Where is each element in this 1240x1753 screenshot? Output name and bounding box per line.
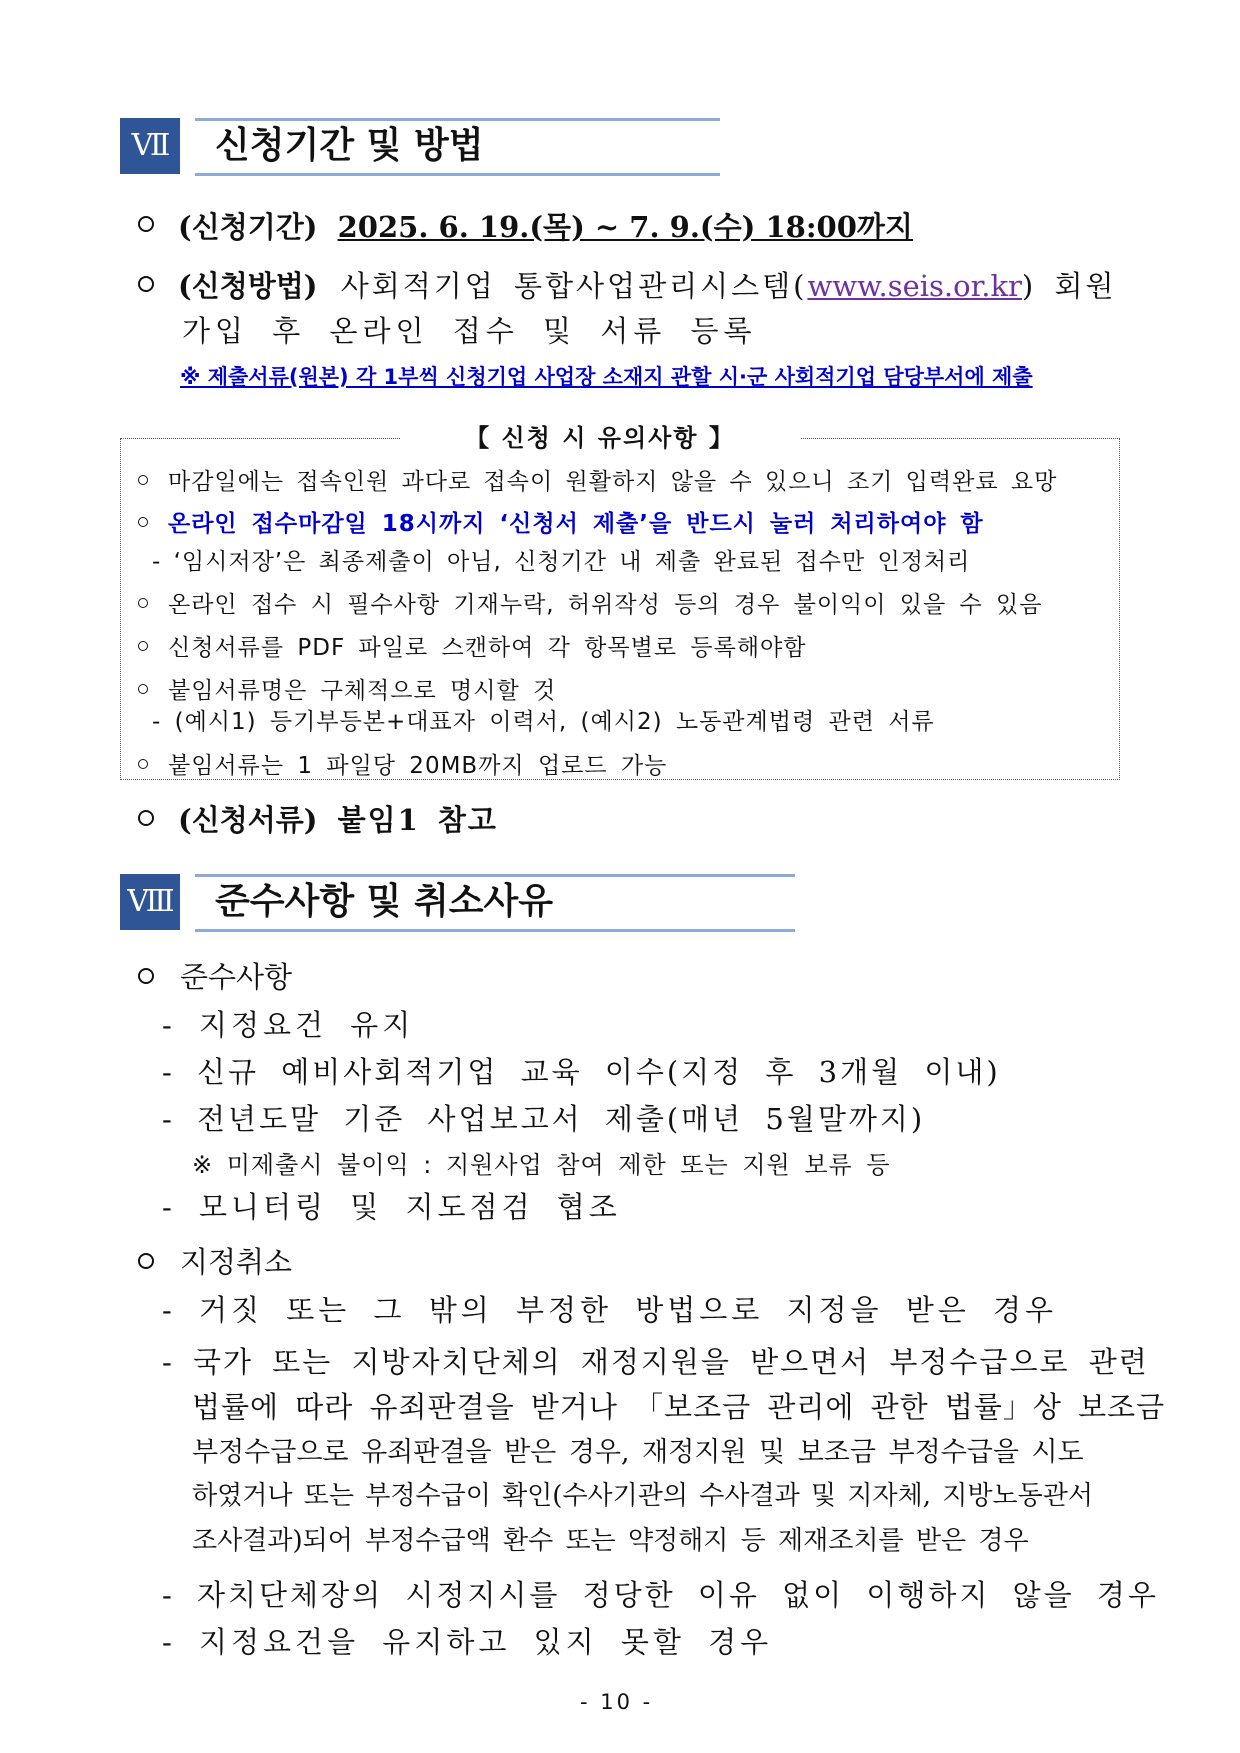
bullet-small-circle-icon	[138, 517, 148, 527]
bullet-circle-icon	[138, 810, 154, 826]
cancel-item: - 자치단체장의 시정지시를 정당한 이유 없이 이행하지 않을 경우	[162, 1578, 1159, 1612]
method-text-2: ) 회원	[1021, 269, 1117, 303]
bullet-small-circle-icon	[138, 598, 148, 608]
method-text-1: 사회적기업 통합사업관리시스템(	[340, 269, 808, 303]
section-8-number: Ⅷ	[120, 874, 180, 930]
bullet-small-circle-icon	[138, 641, 148, 651]
docs-line	[178, 798, 498, 839]
notice-item: 신청서류를 PDF 파일로 스캔하여 각 항목별로 등록해야함	[168, 635, 807, 661]
bullet-circle-icon	[138, 968, 154, 984]
compliance-item: - 전년도말 기준 사업보고서 제출(매년 5월말까지)	[162, 1102, 926, 1136]
cancel-item-text: 하였거나 또는 부정수급이 확인(수사기관의 수사결과 및 지자체, 지방노동관서	[192, 1481, 1093, 1511]
notice-subitem: - ‘임시저장’은 최종제출이 아님, 신청기간 내 제출 완료된 접수만 인정처리	[152, 549, 971, 575]
docs-value: 붙임1 참고	[337, 803, 498, 837]
notice-subitem: - (예시1) 등기부등본+대표자 이력서, (예시2) 노동관계법령 관련 서류	[152, 709, 935, 735]
seis-link[interactable]: www.seis.or.kr	[807, 269, 1022, 303]
docs-label: (신청서류)	[178, 803, 318, 837]
section-7-number: Ⅶ	[120, 118, 180, 174]
bullet-small-circle-icon	[138, 759, 148, 769]
section-7-title: 신청기간 및 방법	[195, 118, 720, 176]
bullet-circle-icon	[138, 276, 154, 292]
page-number: - 10 -	[580, 1690, 654, 1714]
notice-item: 마감일에는 접속인원 과다로 접속이 원활하지 않을 수 있으니 조기 입력완료 요망	[168, 469, 1058, 495]
notice-item: 붙임서류는 1 파일당 20MB까지 업로드 가능	[168, 753, 668, 779]
compliance-note: ※ 미제출시 불이익 : 지원사업 참여 제한 또는 지원 보류 등	[192, 1151, 891, 1179]
section-8-title: 준수사항 및 취소사유	[195, 874, 795, 932]
period-label: (신청기간)	[178, 210, 318, 244]
method-line-1	[178, 264, 1116, 305]
cancel-item-cont: 법률에 따라 유죄판결을 받거나 「보조금 관리에 관한 법률」상 보조금	[192, 1390, 1166, 1424]
period-line	[178, 205, 913, 246]
cancel-item-cont: 부정수급으로 유죄판결을 받은 경우, 재정지원 및 보조금 부정수급을 시도	[192, 1437, 1084, 1468]
cancel-item: - 거짓 또는 그 밖의 부정한 방법으로 지정을 받은 경우	[162, 1293, 1058, 1327]
method-line-2: 가입 후 온라인 접수 및 서류 등록	[182, 314, 757, 348]
bullet-small-circle-icon	[138, 684, 148, 694]
cancel-item-cont	[192, 1475, 1093, 1512]
compliance-label: 준수사항	[180, 960, 293, 994]
compliance-item: - 모니터링 및 지도점검 협조	[162, 1190, 621, 1224]
notice-item: 붙임서류명은 구체적으로 명시할 것	[168, 678, 557, 704]
compliance-item: - 지정요건 유지	[162, 1008, 415, 1042]
bullet-small-circle-icon	[138, 475, 148, 485]
notice-item-highlight: 온라인 접수마감일 18시까지 ‘신청서 제출’을 반드시 눌러 처리하여야 함	[168, 511, 984, 537]
submit-note: ※ 제출서류(원본) 각 1부씩 신청기업 사업장 소재지 관할 시·군 사회적기업 담당부서에 제출	[180, 365, 1033, 389]
cancel-item: - 지정요건을 유지하고 있지 못할 경우	[162, 1625, 773, 1659]
cancel-item: - 국가 또는 지방자치단체의 재정지원을 받으면서 부정수급으로 관련	[162, 1345, 1149, 1379]
cancel-item-cont: 조사결과)되어 부정수급액 환수 또는 약정해지 등 제재조치를 받은 경우	[192, 1526, 1029, 1556]
bullet-circle-icon	[138, 1253, 154, 1269]
notice-title: 【 신청 시 유의사항 】	[400, 418, 800, 453]
bullet-circle-icon	[138, 216, 154, 232]
notice-item: 온라인 접수 시 필수사항 기재누락, 허위작성 등의 경우 불이익이 있을 수 있음	[168, 592, 1043, 618]
compliance-item: - 신규 예비사회적기업 교육 이수(지정 후 3개월 이내)	[162, 1055, 1001, 1089]
period-value: 2025. 6. 19.(목) ~ 7. 9.(수) 18:00까지	[337, 210, 913, 244]
method-label: (신청방법)	[178, 269, 318, 303]
cancel-label: 지정취소	[180, 1245, 293, 1279]
